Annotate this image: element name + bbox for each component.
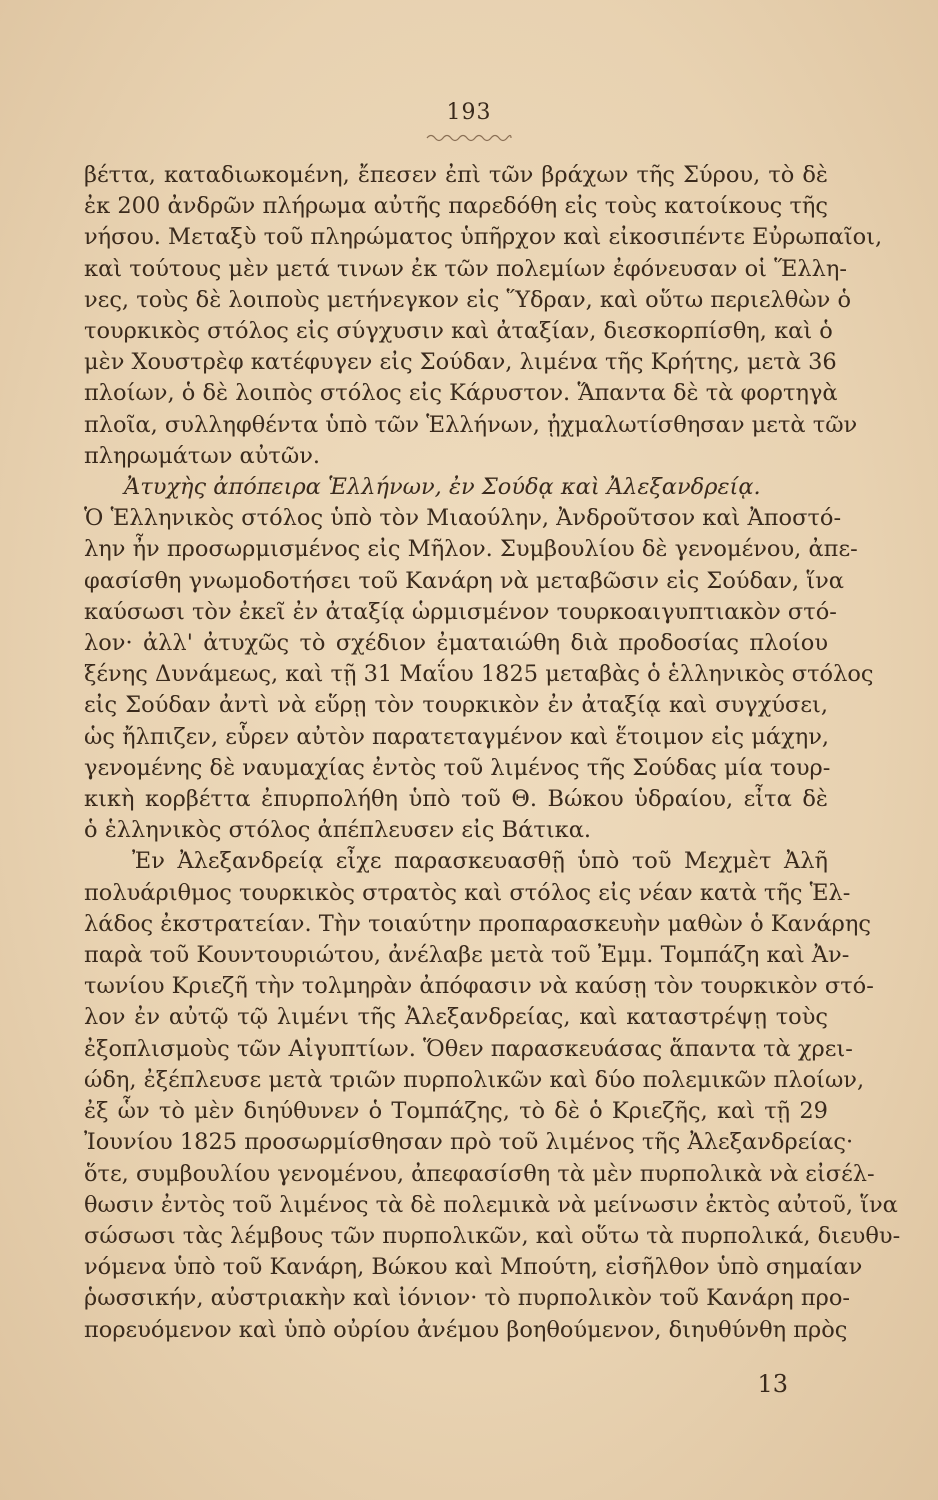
text-line: θωσιν ἐντὸς τοῦ λιμένος τὰ δὲ πολεμικὰ νὰ μείνωσιν ἐκτὸς αὐτοῦ, ἵνα [84, 1191, 898, 1218]
text-line: πληρωμάτων αὐτῶν. [84, 442, 321, 469]
text-line: ώδη, ἐξέπλευσε μετὰ τριῶν πυρπολικῶν καὶ δύο πολεμικῶν πλοίων, [84, 1066, 865, 1093]
text-line: εἰς Σούδαν ἀντὶ νὰ εὕρῃ τὸν τουρκικὸν ἐν ἀταξίᾳ καὶ συγχύσει, [84, 692, 828, 719]
text-line: κικὴ κορβέττα ἐπυρπολήθη ὑπὸ τοῦ Θ. Βώκου ὑδραίου, εἶτα δὲ [84, 786, 828, 813]
page-number: 193 [446, 100, 492, 125]
text-line: τουρκικὸς στόλος εἰς σύγχυσιν καὶ ἀταξίαν, διεσκορπίσθη, καὶ ὁ [84, 318, 833, 345]
text-line: ὡς ἤλπιζεν, εὗρεν αὐτὸν παρατεταγμένον καὶ ἕτοιμον εἰς μάχην, [84, 723, 830, 750]
text-line: ἐξοπλισμοὺς τῶν Αἰγυπτίων. Ὅθεν παρασκευάσας ἅπαντα τὰ χρει- [84, 1035, 853, 1062]
text-line: ἐξ ὧν τὸ μὲν διηύθυνεν ὁ Τομπάζης, τὸ δὲ ὁ Κριεζῆς, καὶ τῇ 29 [84, 1098, 828, 1125]
text-line: νες, τοὺς δὲ λοιποὺς μετήνεγκον εἰς Ὕδραν, καὶ οὕτω περιελθὼν ὁ [84, 286, 852, 313]
text-line: λην ἦν προσωρμισμένος εἰς Μῆλον. Συμβουλίου δὲ γενομένου, ἀπε- [84, 536, 858, 563]
text-line: βέττα, καταδιωκομένη, ἔπεσεν ἐπὶ τῶν βράχων τῆς Σύρου, τὸ δὲ [84, 162, 828, 188]
text-line: ῥωσσικήν, αὐστριακὴν καὶ ἰόνιον· τὸ πυρπολικὸν τοῦ Κανάρη προ- [84, 1285, 850, 1312]
text-line: λον· ἀλλ' ἀτυχῶς τὸ σχέδιον ἐματαιώθη διὰ προδοσίας πλοίου [84, 630, 828, 657]
text-line: Ὁ Ἑλληνικὸς στόλος ὑπὸ τὸν Μιαούλην, Ἀνδροῦτσον καὶ Ἀποστό- [84, 505, 842, 532]
text-line: τωνίου Κριεζῆ τὴν τολμηρὰν ἀπόφασιν νὰ καύσῃ τὸν τουρκικὸν στό- [84, 973, 874, 1000]
wavy-rule-ornament [425, 132, 513, 144]
text-line: Ἐν Ἀλεξανδρείᾳ εἶχε παρασκευασθῇ ὑπὸ τοῦ Μεχμὲτ Ἀλῆ [132, 848, 828, 875]
text-line: πολυάριθμος τουρκικὸς στρατὸς καὶ στόλος εἰς νέαν κατὰ τῆς Ἑλ- [84, 879, 851, 906]
body-text [84, 160, 901, 1346]
text-line: λον ἐν αὐτῷ τῷ λιμένι τῆς Ἀλεξανδρείας, καὶ καταστρέψῃ τοὺς [84, 1004, 828, 1031]
text-line: ὁ ἑλληνικὸς στόλος ἀπέπλευσεν εἰς Βάτικα. [84, 817, 592, 844]
text-line: γενομένης δὲ ναυμαχίας ἐντὸς τοῦ λιμένος τῆς Σούδας μία τουρ- [84, 754, 831, 781]
text-line: σώσωσι τὰς λέμβους τῶν πυρπολικῶν, καὶ οὕτω τὰ πυρπολικά, διευθυ- [84, 1222, 901, 1249]
section-heading: Ἀτυχὴς ἀπόπειρα Ἑλλήνων, ἐν Σούδᾳ καὶ Ἀλεξανδρείᾳ. [124, 474, 761, 501]
text-line: ὅτε, συμβουλίου γενομένου, ἀπεφασίσθη τὰ μὲν πυρπολικὰ νὰ εἰσέλ- [84, 1160, 875, 1187]
text-line: πορευόμενον καὶ ὑπὸ οὐρίου ἀνέμου βοηθούμενον, διηυθύνθη πρὸς [84, 1316, 848, 1343]
text-line: πλοίων, ὁ δὲ λοιπὸς στόλος εἰς Κάρυστον. Ἅπαντα δὲ τὰ φορτηγὰ [84, 380, 838, 407]
text-line: ξένης Δυνάμεως, καὶ τῇ 31 Μαΐου 1825 μεταβὰς ὁ ἑλληνικὸς στόλος [84, 661, 874, 688]
text-line: λάδος ἐκστρατείαν. Τὴν τοιαύτην προπαρασκευὴν μαθὼν ὁ Κανάρης [84, 910, 871, 937]
text-line: παρὰ τοῦ Κουντουριώτου, ἀνέλαβε μετὰ τοῦ Ἐμμ. Τομπάζη καὶ Ἀν- [84, 942, 850, 969]
text-line: καύσωσι τὸν ἐκεῖ ἐν ἀταξίᾳ ὡρμισμένον τουρκοαιγυπτιακὸν στό- [84, 598, 837, 625]
text-line: Ἰουνίου 1825 προσωρμίσθησαν πρὸ τοῦ λιμένος τῆς Ἀλεξανδρείας· [84, 1129, 854, 1156]
text-line: νόμενα ὑπὸ τοῦ Κανάρη, Βώκου καὶ Μπούτη, εἰσῆλθον ὑπὸ σημαίαν [84, 1254, 863, 1281]
signature-mark: 13 [757, 1370, 788, 1398]
text-line: πλοῖα, συλληφθέντα ὑπὸ τῶν Ἑλλήνων, ᾐχμαλωτίσθησαν μετὰ τῶν [84, 411, 858, 438]
text-line: ἐκ 200 ἀνδρῶν πλήρωμα αὐτῆς παρεδόθη εἰς τοὺς κατοίκους τῆς [84, 193, 828, 220]
text-line: καὶ τούτους μὲν μετά τινων ἐκ τῶν πολεμίων ἐφόνευσαν οἱ Ἕλλη- [84, 255, 848, 282]
text-line: φασίσθη γνωμοδοτήσει τοῦ Κανάρη νὰ μεταβῶσιν εἰς Σούδαν, ἵνα [84, 567, 844, 594]
text-line: νήσου. Μεταξὺ τοῦ πληρώματος ὑπῆρχον καὶ εἰκοσιπέντε Εὐρωπαῖοι, [84, 224, 883, 251]
text-line: μὲν Χουστρὲφ κατέφυγεν εἰς Σούδαν, λιμένα τῆς Κρήτης, μετὰ 36 [84, 349, 837, 376]
